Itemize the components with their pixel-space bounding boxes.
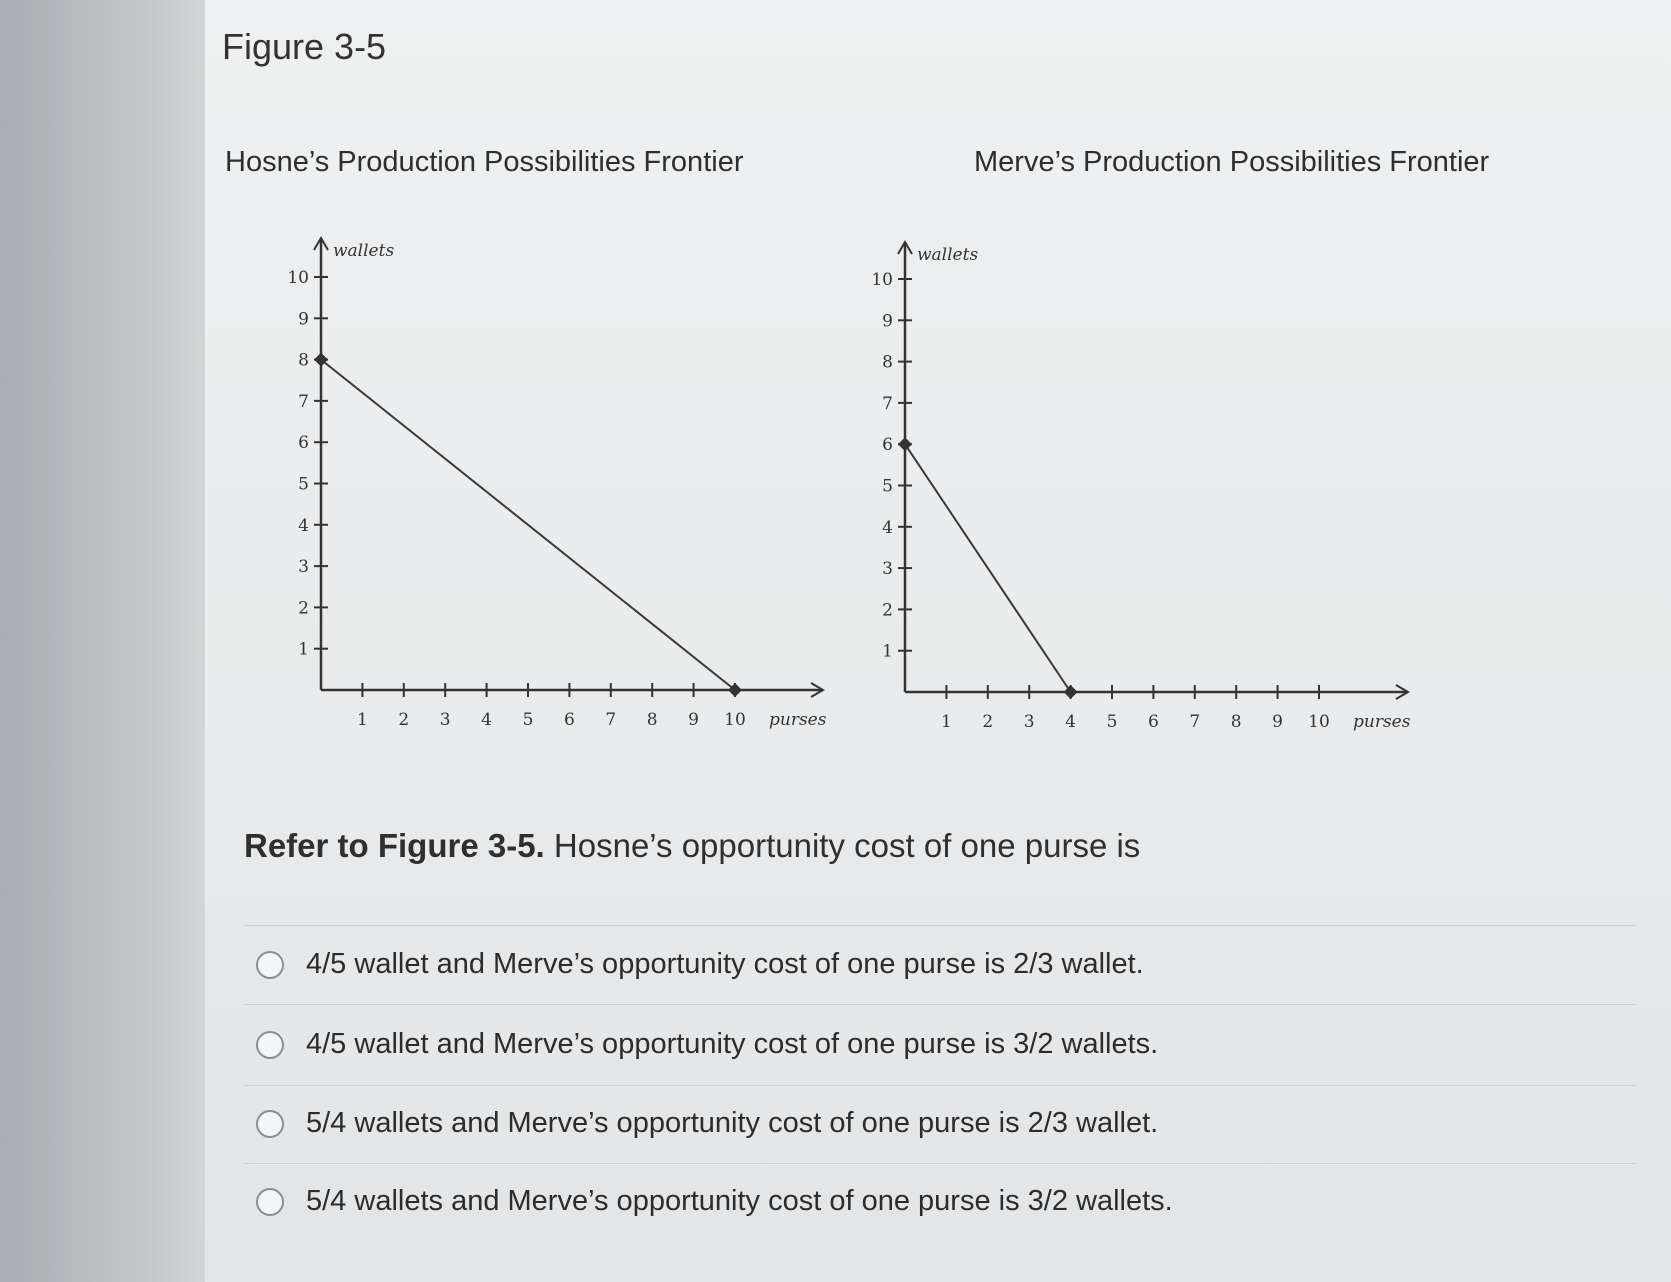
divider xyxy=(244,1163,1636,1164)
answer-option-4[interactable] xyxy=(256,1185,1173,1218)
merve-y-tick-label: 2 xyxy=(882,600,893,621)
merve-y-tick-label: 7 xyxy=(882,393,893,414)
merve-x-tick-label: 4 xyxy=(1065,712,1077,732)
merve-x-tick-label: 8 xyxy=(1230,712,1242,732)
option-label: 5/4 wallets and Merve’s opportunity cost of one purse is 3/2 wallets. xyxy=(306,1185,1173,1217)
merve-y-tick-label: 1 xyxy=(882,641,893,662)
hosne-chart xyxy=(287,238,826,730)
hosne-x-tick-label: 3 xyxy=(439,710,451,730)
question-text xyxy=(244,827,1140,865)
hosne-y-tick-label: 2 xyxy=(298,598,309,619)
merve-y-tick-label: 6 xyxy=(882,435,893,456)
divider xyxy=(244,1004,1636,1005)
merve-x-tick-label: 10 xyxy=(1308,712,1330,732)
hosne-xlabel: purses xyxy=(769,710,827,730)
figure-title: Figure 3-5 xyxy=(222,26,387,67)
merve-x-tick-label: 1 xyxy=(940,712,952,732)
merve-y-tick-label: 5 xyxy=(882,476,893,497)
merve-ppf-point xyxy=(898,437,912,451)
merve-y-tick-label: 8 xyxy=(882,352,893,373)
answer-option-3[interactable] xyxy=(256,1107,1158,1140)
merve-y-tick-label: 9 xyxy=(882,311,893,332)
radio-button[interactable] xyxy=(256,1031,284,1059)
hosne-x-tick-label: 1 xyxy=(356,710,368,730)
merve-ppf-line xyxy=(905,444,1071,692)
hosne-x-tick-label: 2 xyxy=(398,710,410,730)
hosne-x-tick-label: 7 xyxy=(605,710,617,730)
hosne-y-tick-label: 9 xyxy=(298,309,309,330)
merve-x-tick-label: 7 xyxy=(1189,712,1201,732)
merve-chart xyxy=(871,242,1410,732)
option-label: 5/4 wallets and Merve’s opportunity cost of one purse is 2/3 wallet. xyxy=(306,1107,1159,1139)
question-prefix: Refer to Figure 3-5. xyxy=(244,827,545,864)
option-label: 4/5 wallet and Merve’s opportunity cost of one purse is 2/3 wallet. xyxy=(306,948,1144,980)
hosne-chart-title: Hosne’s Production Possibilities Frontier xyxy=(225,146,744,178)
hosne-x-tick-label: 10 xyxy=(724,710,746,730)
radio-button[interactable] xyxy=(256,1188,284,1216)
hosne-x-tick-label: 5 xyxy=(522,710,534,730)
merve-ylabel: wallets xyxy=(917,245,979,265)
hosne-y-tick-label: 3 xyxy=(298,557,309,578)
answer-option-2[interactable] xyxy=(256,1028,1158,1061)
merve-ppf-point xyxy=(1064,685,1078,699)
merve-y-tick-label: 10 xyxy=(871,270,893,290)
hosne-y-tick-label: 4 xyxy=(298,515,309,536)
hosne-y-tick-label: 10 xyxy=(287,268,309,288)
merve-y-tick-label: 3 xyxy=(882,559,893,580)
hosne-x-tick-label: 4 xyxy=(481,710,493,730)
hosne-ppf-line xyxy=(321,360,735,690)
radio-button[interactable] xyxy=(256,951,284,979)
hosne-x-tick-label: 6 xyxy=(563,710,575,730)
question-body: Hosne’s opportunity cost of one purse is xyxy=(544,827,1141,864)
merve-x-tick-label: 9 xyxy=(1272,712,1284,732)
hosne-y-tick-label: 5 xyxy=(298,474,309,495)
hosne-y-tick-label: 1 xyxy=(298,639,309,660)
divider xyxy=(244,1085,1636,1086)
merve-x-tick-label: 2 xyxy=(982,712,994,732)
hosne-y-tick-label: 6 xyxy=(298,433,309,454)
hosne-y-tick-label: 8 xyxy=(298,350,309,371)
hosne-ylabel: wallets xyxy=(333,241,395,261)
merve-xlabel: purses xyxy=(1353,712,1411,732)
merve-x-tick-label: 5 xyxy=(1106,712,1118,732)
hosne-x-tick-label: 8 xyxy=(646,710,658,730)
merve-x-tick-label: 3 xyxy=(1023,712,1035,732)
answer-option-1[interactable] xyxy=(256,948,1144,981)
merve-chart-title: Merve’s Production Possibilities Frontier xyxy=(974,146,1490,178)
hosne-x-tick-label: 9 xyxy=(688,710,700,730)
option-label: 4/5 wallet and Merve’s opportunity cost of one purse is 3/2 wallets. xyxy=(306,1028,1159,1060)
divider xyxy=(244,925,1636,926)
merve-y-tick-label: 4 xyxy=(882,517,893,538)
merve-x-tick-label: 6 xyxy=(1147,712,1159,732)
hosne-y-tick-label: 7 xyxy=(298,391,309,412)
radio-button[interactable] xyxy=(256,1110,284,1138)
